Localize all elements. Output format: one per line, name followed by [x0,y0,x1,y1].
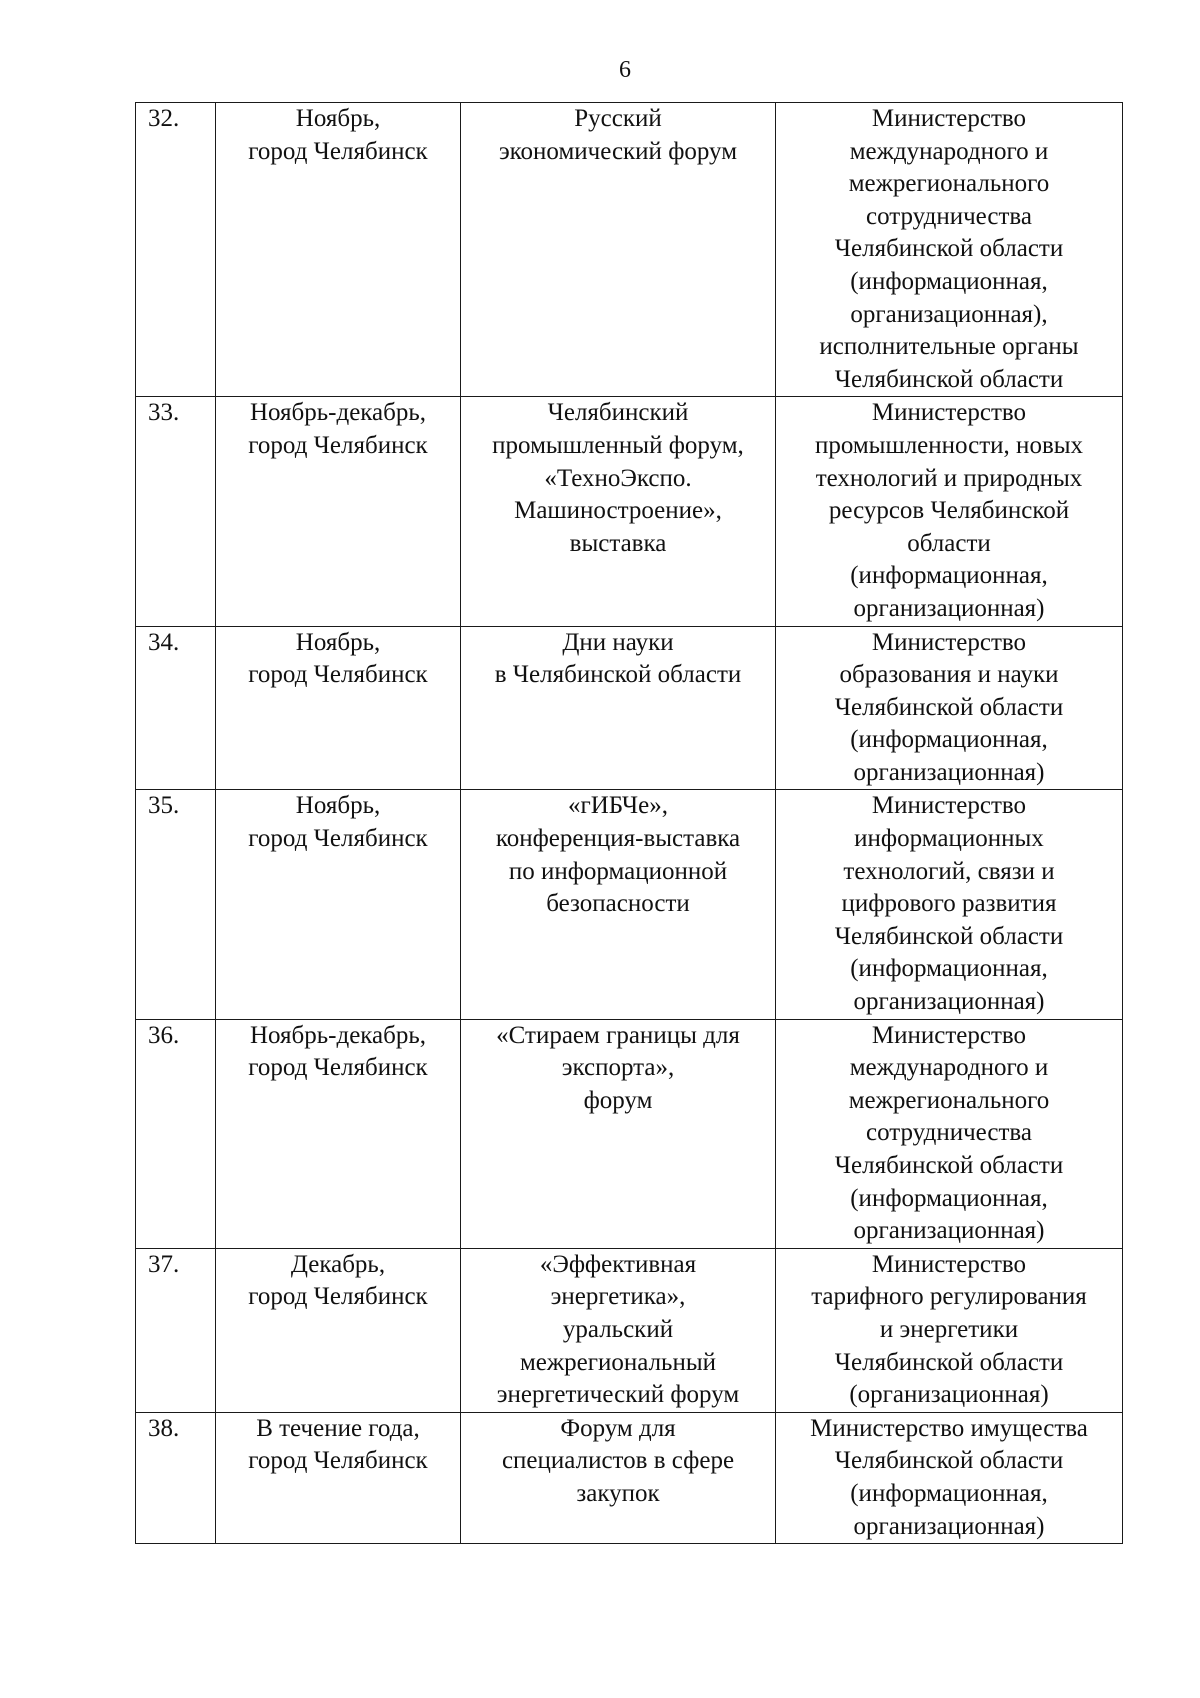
event-cell: «Стираем границы для экспорта», форум [461,1019,776,1248]
table-row [136,1412,1123,1543]
event-cell: «гИБЧе», конференция-выставка по информационной безопасности [461,790,776,1019]
date-place-cell: Декабрь, город Челябинск [216,1248,461,1412]
organizer-cell: Министерство международного и межрегионального сотрудничества Челябинской области (информационная, организационная), исполнительные органы Челябинской области [776,103,1123,397]
event-cell: Русский экономический форум [461,103,776,397]
date-place-cell: В течение года, город Челябинск [216,1412,461,1543]
date-place-cell: Ноябрь, город Челябинск [216,103,461,397]
event-cell: Дни науки в Челябинской области [461,626,776,790]
date-place-cell: Ноябрь-декабрь, город Челябинск [216,1019,461,1248]
table-row [136,1019,1123,1248]
table-row [136,626,1123,790]
table-row [136,397,1123,626]
row-number: 33. [136,397,216,626]
event-cell: Форум для специалистов в сфере закупок [461,1412,776,1543]
organizer-cell: Министерство промышленности, новых технологий и природных ресурсов Челябинской области (информационная, организационная) [776,397,1123,626]
date-place-cell: Ноябрь, город Челябинск [216,790,461,1019]
row-number: 37. [136,1248,216,1412]
event-cell: «Эффективная энергетика», уральский межрегиональный энергетический форум [461,1248,776,1412]
organizer-cell: Министерство тарифного регулирования и энергетики Челябинской области (организационная) [776,1248,1123,1412]
row-number: 35. [136,790,216,1019]
organizer-cell: Министерство образования и науки Челябинской области (информационная, организационная) [776,626,1123,790]
table-row [136,1248,1123,1412]
date-place-cell: Ноябрь-декабрь, город Челябинск [216,397,461,626]
date-place-cell: Ноябрь, город Челябинск [216,626,461,790]
table-row [136,103,1123,397]
row-number: 32. [136,103,216,397]
organizer-cell: Министерство имущества Челябинской области (информационная, организационная) [776,1412,1123,1543]
organizer-cell: Министерство международного и межрегионального сотрудничества Челябинской области (информационная, организационная) [776,1019,1123,1248]
event-cell: Челябинский промышленный форум, «ТехноЭкспо. Машиностроение», выставка [461,397,776,626]
page-number: 6 [619,57,631,83]
row-number: 38. [136,1412,216,1543]
organizer-cell: Министерство информационных технологий, связи и цифрового развития Челябинской области (информационная, организационная) [776,790,1123,1019]
table-row [136,790,1123,1019]
events-table [135,102,1123,1544]
row-number: 36. [136,1019,216,1248]
row-number: 34. [136,626,216,790]
